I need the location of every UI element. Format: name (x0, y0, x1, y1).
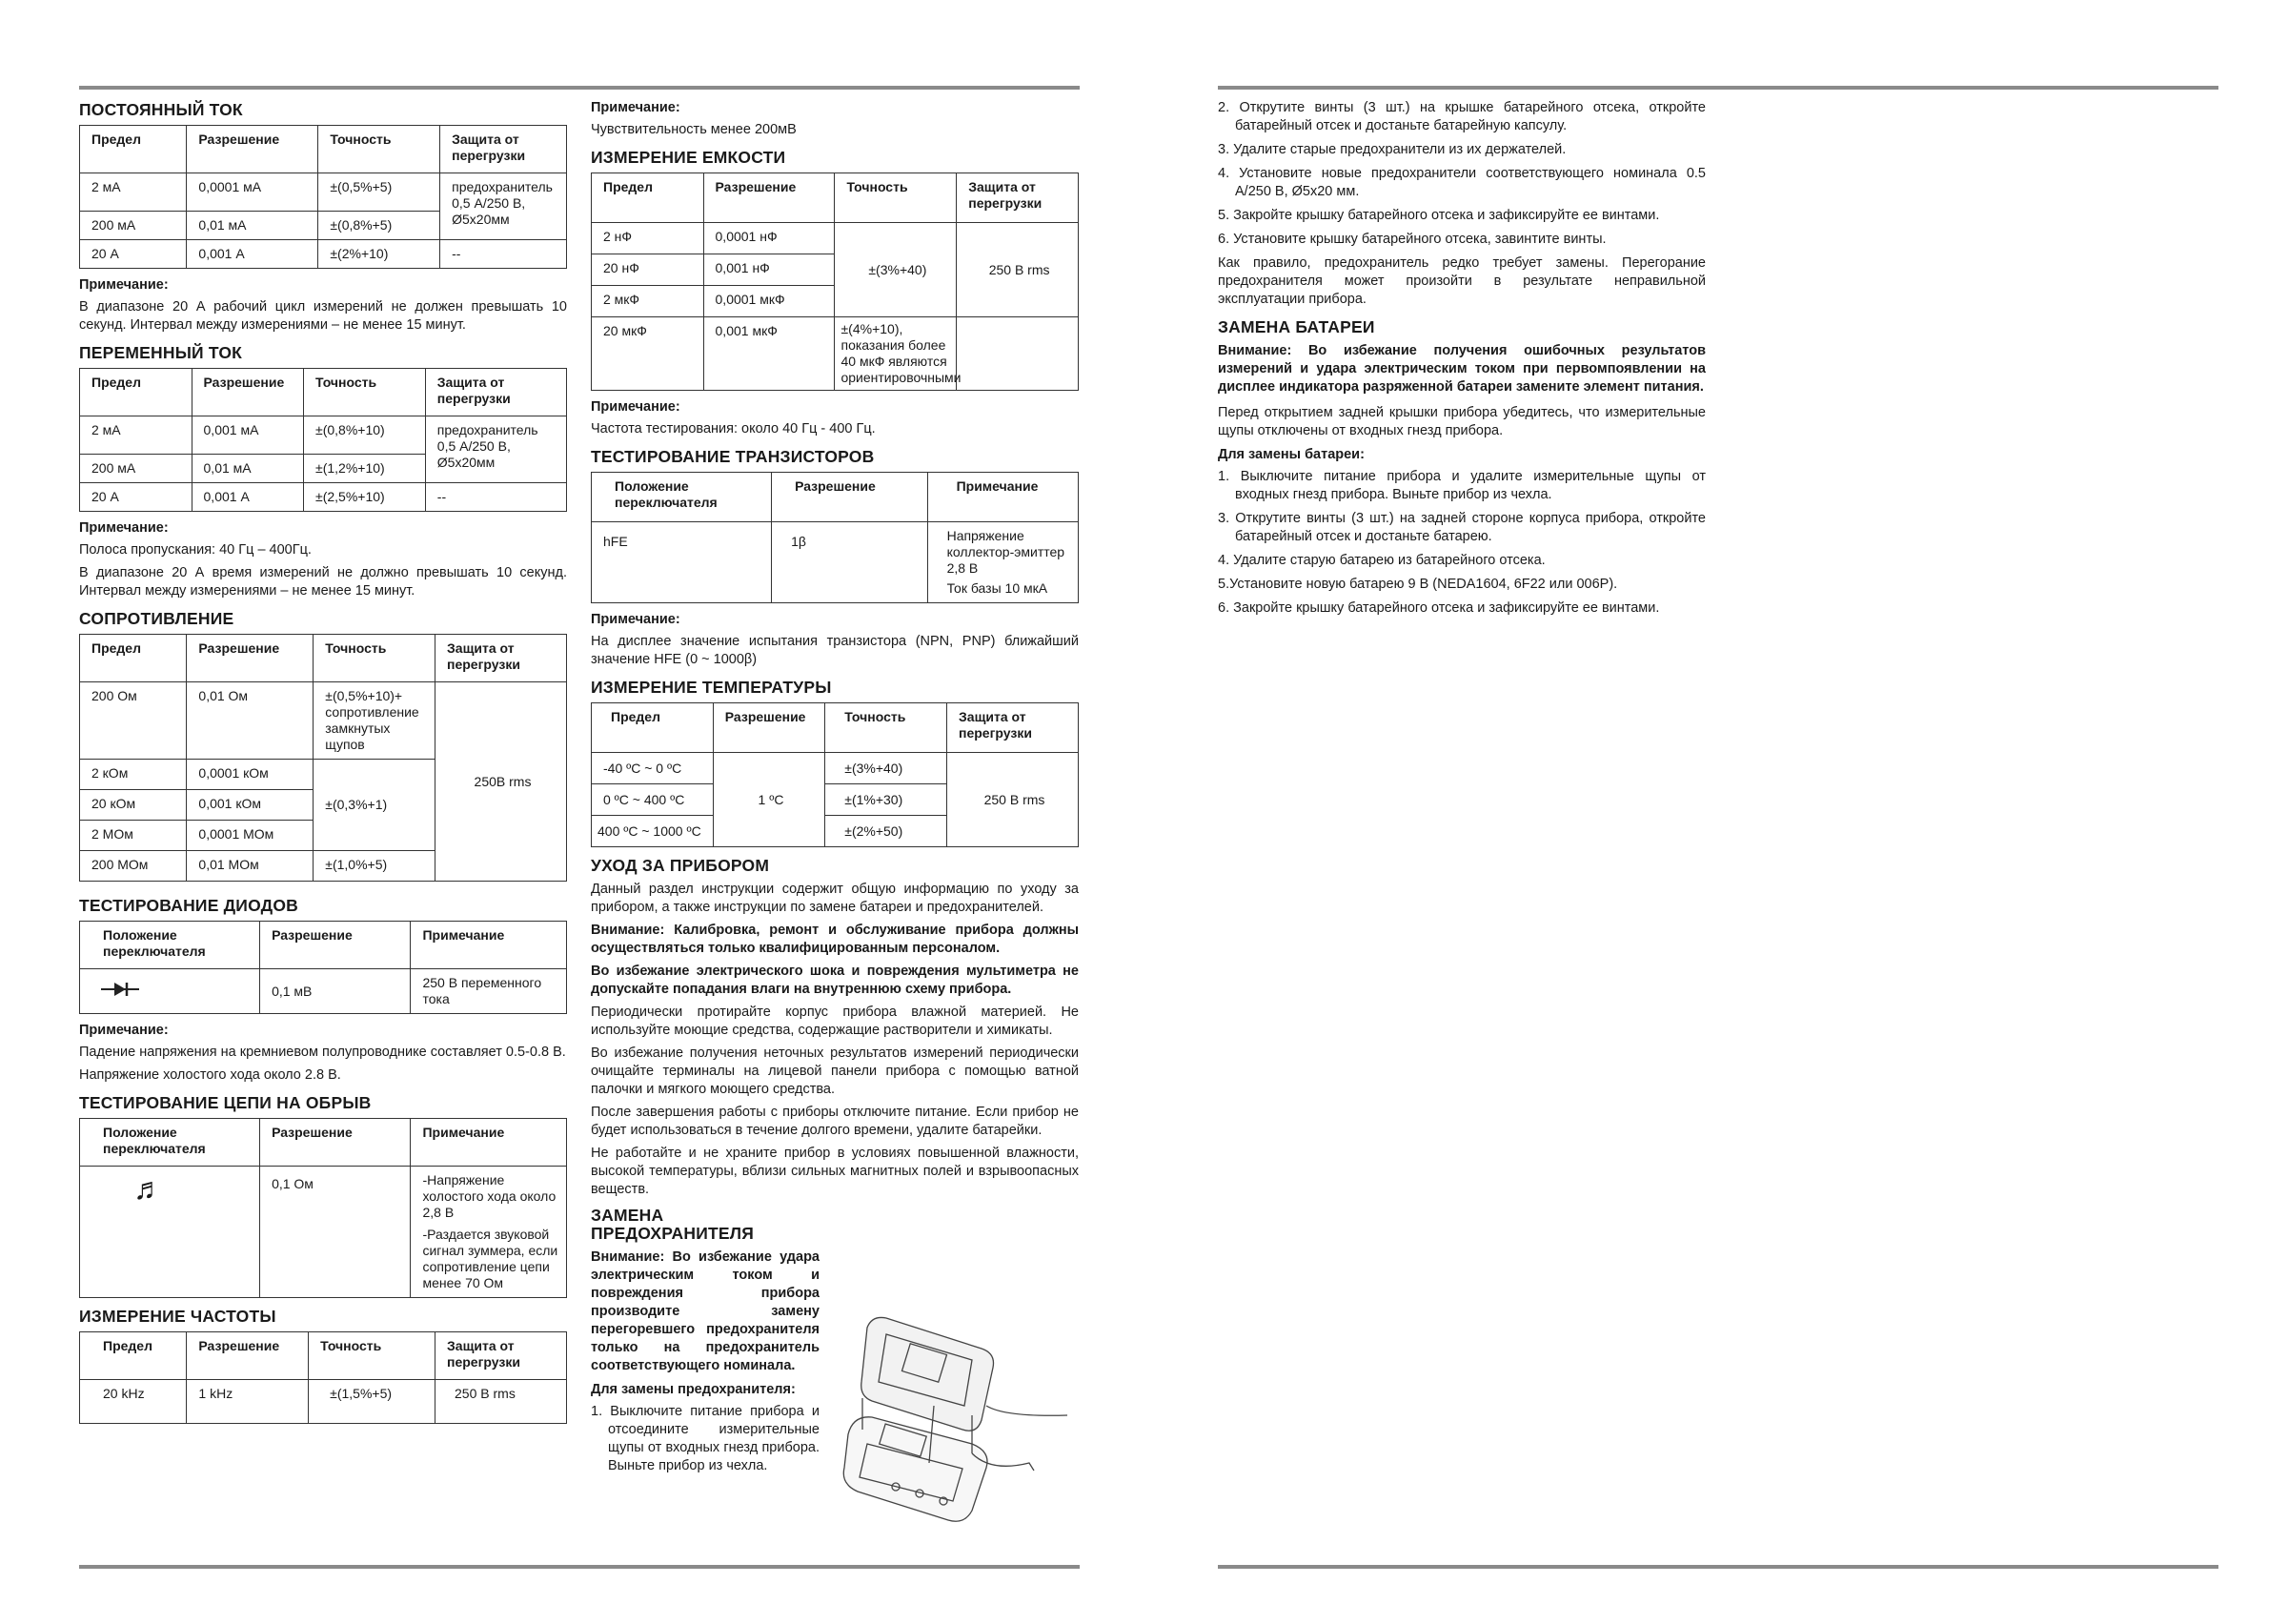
table-cell: 0,01 мА (187, 212, 318, 240)
table-cell: ±(3%+40) (835, 223, 957, 317)
header-remark: Примечание (411, 1119, 567, 1167)
capacitance-heading: ИЗМЕРЕНИЕ ЕМКОСТИ (591, 148, 786, 167)
header-remark: Примечание (411, 922, 567, 969)
header-remark: Примечание (927, 473, 1078, 522)
note-title: Примечание: (591, 100, 680, 115)
diode-symbol-cell (80, 969, 260, 1014)
header-resolution: Разрешение (713, 703, 825, 753)
header-switch-position: Положение переключателя (80, 1119, 260, 1167)
table-cell: 250 В rms (957, 223, 1079, 317)
table-cell: hFE (592, 522, 772, 603)
header-switch-position: Положение переключателя (80, 922, 260, 969)
table-cell (957, 317, 1079, 391)
header-limit: Предел (80, 369, 192, 416)
remark-cell (411, 1167, 567, 1298)
table-cell: 20 А (80, 240, 187, 269)
resistance-table (79, 634, 567, 882)
header-resolution: Разрешение (187, 635, 314, 682)
bottom-rule-right (1218, 1565, 2218, 1569)
ac-current-heading: ПЕРЕМЕННЫЙ ТОК (79, 343, 243, 362)
table-cell: 0,001 мкФ (703, 317, 835, 391)
diode-icon (91, 980, 149, 999)
remark-line: Напряжение коллектор-эмиттер 2,8 В (946, 528, 1065, 576)
table-cell: 0,0001 мкФ (703, 286, 835, 317)
table-cell: 250 В rms (947, 753, 1079, 847)
table-cell: 1 kHz (187, 1380, 309, 1424)
header-limit: Предел (592, 703, 714, 753)
table-cell: 250В rms (435, 682, 567, 882)
table-cell: 2 нФ (592, 223, 704, 254)
header-accuracy: Точность (318, 126, 440, 173)
note-text: В диапазоне 20 А рабочий цикл измерений не должен превышать 10 секунд. Интервал между измерениями – не менее 15 минут. (79, 299, 567, 333)
continuity-table (79, 1118, 567, 1298)
header-protection: Защита от перегрузки (440, 126, 567, 173)
paragraph: После завершения работы с приборы отключите питание. Если прибор не будет использоваться в течение долгого времени, удалите батарейки. (591, 1105, 1079, 1138)
header-resolution: Разрешение (192, 369, 304, 416)
multimeter-illustration (829, 1310, 1077, 1530)
table-cell: 250 В переменного тока (411, 969, 567, 1014)
paragraph: Как правило, предохранитель редко требует замены. Перегорание предохранителя может произойти в результате неправильной эксплуатации прибора. (1218, 255, 1706, 307)
table-cell: -40 ºC ~ 0 ºC (592, 753, 714, 784)
header-limit: Предел (80, 635, 187, 682)
header-protection: Защита от перегрузки (947, 703, 1079, 753)
table-cell: 200 мА (80, 455, 192, 483)
column-2 (591, 95, 1079, 1480)
table-cell: -- (440, 240, 567, 269)
paragraph: Не работайте и не храните прибор в условиях повышенной влажности, высокой температуры, вблизи сильных магнитных полей и взрывоопасных веществ. (591, 1146, 1079, 1197)
table-cell: 0,01 МОм (187, 851, 314, 882)
buzzer-symbol-cell (80, 1167, 260, 1298)
header-resolution: Разрешение (260, 922, 411, 969)
temperature-table (591, 702, 1079, 847)
table-cell: 0,0001 МОм (187, 821, 314, 851)
table-cell: ±(1,2%+10) (304, 455, 426, 483)
note-text: Полоса пропускания: 40 Гц – 400Гц. (79, 542, 312, 558)
header-accuracy: Точность (309, 1332, 435, 1380)
remark-line: -Раздается звуковой сигнал зуммера, если сопротивление цепи менее 70 Ом (422, 1227, 558, 1290)
table-cell: 20 kHz (80, 1380, 187, 1424)
table-cell: 400 ºC ~ 1000 ºC (592, 816, 714, 847)
table-cell: ±(0,3%+1) (314, 760, 435, 851)
table-cell: ±(2%+10) (318, 240, 440, 269)
header-limit: Предел (592, 173, 704, 223)
diode-table (79, 921, 567, 1014)
note-text: Падение напряжения на кремниевом полупроводнике составляет 0.5-0.8 В. (79, 1045, 566, 1060)
ac-current-table (79, 368, 567, 512)
header-switch-position: Положение переключателя (592, 473, 772, 522)
transistor-heading: ТЕСТИРОВАНИЕ ТРАНЗИСТОРОВ (591, 447, 875, 466)
remark-line: -Напряжение холостого хода около 2,8 В (422, 1172, 557, 1220)
fuse-heading: ЗАМЕНА ПРЕДОХРАНИТЕЛЯ (591, 1206, 755, 1243)
note-text: В диапазоне 20 А время измерений не должно превышать 10 секунд. Интервал между измерениями – не менее 15 минут. (79, 565, 567, 599)
table-cell: ±(0,8%+10) (304, 416, 426, 455)
step-item: 4. Удалите старую батарею из батарейного отсека. (1218, 553, 1546, 568)
header-limit: Предел (80, 126, 187, 173)
note-title: Примечание: (79, 277, 169, 293)
table-cell: 0,1 мВ (260, 969, 411, 1014)
header-accuracy: Точность (304, 369, 426, 416)
paragraph: Данный раздел инструкции содержит общую информацию по уходу за прибором, а также инструкции по замене батареи и предохранителей. (591, 882, 1079, 915)
note-title: Примечание: (79, 520, 169, 536)
table-cell: 2 мкФ (592, 286, 704, 317)
table-cell: ±(0,5%+5) (318, 173, 440, 212)
dc-current-heading: ПОСТОЯННЫЙ ТОК (79, 100, 243, 119)
capacitance-table (591, 173, 1079, 391)
step-item: 5.Установите новую батарею 9 В (NEDA1604, 6F22 или 006P). (1218, 577, 1618, 592)
table-cell: 0,001 нФ (703, 254, 835, 286)
header-limit: Предел (80, 1332, 187, 1380)
step-item: 1. Выключите питание прибора и удалите измерительные щупы от входных гнезд прибора. Выньте прибор из чехла. (1218, 469, 1706, 502)
table-cell: ±(2%+50) (825, 816, 947, 847)
dc-current-table (79, 125, 567, 269)
header-resolution: Разрешение (187, 1332, 309, 1380)
table-cell: ±(1,0%+5) (314, 851, 435, 882)
note-text: Чувствительность менее 200мВ (591, 122, 797, 137)
table-cell: ±(4%+10), показания более 40 мкФ являются ориентировочными (835, 317, 957, 391)
note-title: Примечание: (591, 399, 680, 415)
warning-paragraph: Внимание: Во избежание удара электрическим током и повреждения прибора производите замену перегоревшего предохранителя только на предохранитель соответствующего номинала. (591, 1249, 820, 1373)
paragraph: Периодически протирайте корпус прибора влажной материей. Не используйте моющие средства, содержащие растворители и химикаты. (591, 1005, 1079, 1038)
table-cell: 0 ºC ~ 400 ºC (592, 784, 714, 816)
warning-paragraph: Внимание: Во избежание получения ошибочных результатов измерений и удара электрическим током при первомпоявлении на дисплее индикатора разряженной батареи замените элемент питания. (1218, 343, 1706, 395)
header-accuracy: Точность (825, 703, 947, 753)
table-cell: 2 кОм (80, 760, 187, 790)
header-resolution: Разрешение (260, 1119, 411, 1167)
transistor-table (591, 472, 1079, 603)
header-protection: Защита от перегрузки (435, 635, 567, 682)
header-resolution: Разрешение (772, 473, 928, 522)
table-cell: -- (425, 483, 566, 512)
header-protection: Защита от перегрузки (435, 1332, 567, 1380)
table-cell: 0,001 А (192, 483, 304, 512)
care-heading: УХОД ЗА ПРИБОРОМ (591, 856, 770, 875)
table-cell: предохранитель 0,5 А/250 В, Ø5х20мм (425, 416, 566, 483)
table-cell: ±(1%+30) (825, 784, 947, 816)
table-cell: 0,001 кОм (187, 790, 314, 821)
header-accuracy: Точность (835, 173, 957, 223)
bottom-rule-left (79, 1565, 1080, 1569)
table-cell: 0,01 Ом (187, 682, 314, 760)
note-text: На дисплее значение испытания транзистора (NPN, PNP) ближайший значение HFE (0 ~ 1000β) (591, 634, 1079, 667)
battery-heading: ЗАМЕНА БАТАРЕИ (1218, 317, 1375, 336)
table-cell: 1 ºC (713, 753, 825, 847)
table-cell: 200 мА (80, 212, 187, 240)
table-cell: 2 МОм (80, 821, 187, 851)
table-cell: 0,01 мА (192, 455, 304, 483)
table-cell: 0,001 мА (192, 416, 304, 455)
header-resolution: Разрешение (703, 173, 835, 223)
column-1 (79, 91, 567, 1431)
frequency-table (79, 1331, 567, 1424)
table-cell: 20 нФ (592, 254, 704, 286)
warning-paragraph: Внимание: Калибровка, ремонт и обслуживание прибора должны осуществляться только квалифицированным персоналом. (591, 923, 1079, 956)
note-title: Примечание: (79, 1023, 169, 1038)
paragraph: Во избежание получения неточных результатов измерений периодически очищайте терминалы на лицевой панели прибора с помощью ватной палочки и мягкого моющего средства. (591, 1045, 1079, 1097)
step-item: 6. Закройте крышку батарейного отсека и зафиксируйте ее винтами. (1218, 600, 1660, 616)
table-cell: 0,0001 кОм (187, 760, 314, 790)
header-resolution: Разрешение (187, 126, 318, 173)
header-accuracy: Точность (314, 635, 435, 682)
battery-steps-list (1218, 468, 1706, 618)
table-cell: 0,0001 нФ (703, 223, 835, 254)
top-rule-right (1218, 86, 2218, 90)
temperature-heading: ИЗМЕРЕНИЕ ТЕМПЕРАТУРЫ (591, 678, 832, 697)
top-rule-left (79, 86, 1080, 90)
resistance-heading: СОПРОТИВЛЕНИЕ (79, 609, 234, 628)
paragraph: Перед открытием задней крышки прибора убедитесь, что измерительные щупы отключены от входных гнезд прибора. (1218, 405, 1706, 438)
table-cell: ±(3%+40) (825, 753, 947, 784)
steps-title: Для замены батареи: (1218, 447, 1365, 462)
note-text: Частота тестирования: около 40 Гц - 400 Гц. (591, 421, 876, 436)
table-cell: 0,1 Ом (260, 1167, 411, 1298)
table-cell: ±(1,5%+5) (309, 1380, 435, 1424)
frequency-heading: ИЗМЕРЕНИЕ ЧАСТОТЫ (79, 1307, 276, 1326)
steps-title: Для замены предохранителя: (591, 1382, 796, 1397)
header-protection: Защита от перегрузки (425, 369, 566, 416)
note-title: Примечание: (591, 612, 680, 627)
table-cell: 1β (772, 522, 928, 603)
table-cell: ±(2,5%+10) (304, 483, 426, 512)
note-text: Напряжение холостого хода около 2.8 В. (79, 1067, 341, 1083)
step-item: 6. Установите крышку батарейного отсека, завинтите винты. (1218, 232, 1607, 247)
step-item: 1. Выключите питание прибора и отсоедините измерительные щупы от входных гнезд прибора. Выньте прибор из чехла. (591, 1404, 820, 1473)
diode-heading: ТЕСТИРОВАНИЕ ДИОДОВ (79, 896, 298, 915)
table-cell: 200 МОм (80, 851, 187, 882)
remark-line: Ток базы 10 мкА (946, 580, 1048, 596)
step-item: 5. Закройте крышку батарейного отсека и зафиксируйте ее винтами. (1218, 208, 1660, 223)
table-cell: 2 мА (80, 416, 192, 455)
table-cell: 20 кОм (80, 790, 187, 821)
table-cell: ±(0,8%+5) (318, 212, 440, 240)
table-cell: 0,001 А (187, 240, 318, 269)
table-cell: предохранитель 0,5 А/250 В, Ø5х20мм (440, 173, 567, 240)
fuse-section (591, 1207, 820, 1475)
table-cell: 200 Ом (80, 682, 187, 760)
table-cell: 0,0001 мА (187, 173, 318, 212)
step-item: 2. Открутите винты (3 шт.) на крышке батарейного отсека, откройте батарейный отсек и достаньте батарейную капсулу. (1218, 100, 1706, 133)
step-item: 3. Открутите винты (3 шт.) на задней стороне корпуса прибора, откройте батарейный отсек и достаньте батарею. (1218, 511, 1706, 544)
table-cell: 20 мкФ (592, 317, 704, 391)
step-item: 4. Установите новые предохранители соответствующего номинала 0.5 А/250 В, Ø5х20 мм. (1218, 166, 1706, 199)
remark-cell (927, 522, 1078, 603)
continuity-heading: ТЕСТИРОВАНИЕ ЦЕПИ НА ОБРЫВ (79, 1093, 372, 1112)
fuse-steps-list (1218, 99, 1706, 249)
table-cell: 250 В rms (435, 1380, 567, 1424)
multimeter-battery-figure (829, 1310, 1077, 1530)
step-item: 3. Удалите старые предохранители из их держателей. (1218, 142, 1567, 157)
table-cell: 20 А (80, 483, 192, 512)
header-protection: Защита от перегрузки (957, 173, 1079, 223)
warning-paragraph: Во избежание электрического шока и повреждения мультиметра не допускайте попадания влаги на внутреннюю схему прибора. (591, 964, 1079, 997)
table-cell: ±(0,5%+10)+ сопротивление замкнутых щупов (314, 682, 435, 760)
buzzer-icon: ♬ (133, 1171, 164, 1206)
table-cell: 2 мА (80, 173, 187, 212)
column-3 (1218, 99, 1706, 623)
